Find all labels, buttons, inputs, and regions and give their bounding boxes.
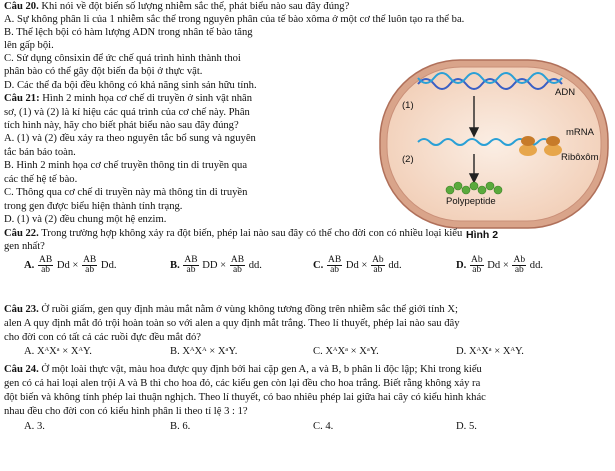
q22-a-frac1 xyxy=(38,256,53,275)
q22-b-num1: AB xyxy=(184,255,198,265)
q22-d-num2: Ab xyxy=(513,255,526,265)
q22-c-gene1: Dd × xyxy=(345,259,368,271)
q21-stem-line1 xyxy=(4,93,252,106)
label-ribosome: Ribôxôm xyxy=(561,152,599,163)
q21-stem-text: Hình 2 minh họa cơ chế di truyền ở sinh vật nhân xyxy=(42,93,253,104)
q20-stem-text: Khi nói về đột biến số lượng nhiễm sắc thể, phát biểu nào sau đây đúng? xyxy=(41,1,350,12)
figure-prokaryote-gene-expression xyxy=(378,58,610,234)
q21-option-b-line2: các thế hệ tế bào. xyxy=(4,174,78,185)
q22-b-den2: ab xyxy=(232,265,242,275)
q23-stem-line2: alen A quy định mắt đỏ trội hoàn toàn so với alen a quy định mắt trắng. Theo lí thuyết, phép lai nào sau đây xyxy=(4,318,460,329)
q21-title: Câu 21: xyxy=(4,93,40,104)
q22-b-num2: AB xyxy=(230,255,245,265)
q22-a-num2: AB xyxy=(83,255,97,265)
q23-title: Câu 23. xyxy=(4,304,39,315)
label-mrna: mRNA xyxy=(566,127,594,138)
q22-option-d xyxy=(456,256,543,275)
q22-d-gene2: dd. xyxy=(529,259,544,271)
q22-c-gene2: dd. xyxy=(388,259,402,271)
q22-c-den2: ab xyxy=(373,265,383,275)
q22-a-frac2 xyxy=(82,256,97,275)
q22-d-label: D. xyxy=(456,259,467,271)
q22-c-den1: ab xyxy=(330,265,340,275)
q22-b-gene2: dd. xyxy=(248,259,262,271)
q22-c-num1: AB xyxy=(327,255,342,265)
q22-b-den1: ab xyxy=(186,265,196,275)
q21-option-a-line2: tắc bán bảo toàn. xyxy=(4,147,76,158)
q24-stem-line2: gen có cả hai loại alen trội A và B thì cho hoa đỏ, các kiểu gen còn lại đều cho hoa trắng. Biết rằng không xảy ra xyxy=(4,378,481,389)
q22-option-c xyxy=(313,256,402,275)
q24-stem-text: Ở một loài thực vật, màu hoa được quy định bởi hai cặp gen A, a và B, b phân li độc lập; Khi trong kiểu xyxy=(41,364,482,375)
q22-a-gene2: Dd. xyxy=(100,259,117,271)
q22-b-frac1 xyxy=(183,256,198,275)
q22-d-frac1 xyxy=(470,256,484,275)
q22-c-frac2 xyxy=(371,256,385,275)
q22-stem-text: Trong trường hợp không xảy ra đột biến, phép lai nào sau đây có thể cho đời con có nhiều loại kiểu xyxy=(41,228,463,239)
q21-stem-line3: tích hình này, hãy cho biết phát biểu nào sau đây đúng? xyxy=(4,120,239,131)
q22-stem-line2: gen nhất? xyxy=(4,241,45,252)
q23-stem-line1 xyxy=(4,304,458,317)
q20-option-b-line2: lên gấp bội. xyxy=(4,40,54,51)
q20-option-c-line2: phân bào có thể gây đột biến đa bội ở thực vật. xyxy=(4,66,203,77)
figure-caption: Hình 2 xyxy=(466,229,499,241)
label-step-1: (1) xyxy=(402,100,414,111)
q20-option-a: A. Sự không phân li của 1 nhiễm sắc thể trong nguyên phân của tế bào xôma ở một cơ thể luôn tạo ra thể ba. xyxy=(4,14,465,25)
q24-stem-line4: nhau đều cho đời con có kiểu hình phân li theo tỉ lệ 3 : 1? xyxy=(4,406,248,417)
q21-option-c-line2: trong gen được biểu hiện thành tính trạng. xyxy=(4,201,183,212)
q20-option-c-line1: C. Sử dụng cônsixin để ức chế quá trình hình thành thoi xyxy=(4,53,241,64)
q22-b-label: B. xyxy=(170,259,180,271)
q23-option-d: D. XᴬXᵃ × XᴬY. xyxy=(456,346,524,357)
q22-a-gene1: Dd × xyxy=(56,259,79,271)
q22-a-label: A. xyxy=(24,259,35,271)
q22-d-den1: ab xyxy=(472,265,482,275)
q23-option-b: B. XᴬXᴬ × XᵃY. xyxy=(170,346,238,357)
q22-a-num1: AB xyxy=(38,255,53,265)
q24-option-d: D. 5. xyxy=(456,421,477,432)
q22-a-den2: ab xyxy=(85,265,95,275)
q21-option-c-line1: C. Thông qua cơ chế di truyền này mà thông tin di truyền xyxy=(4,187,248,198)
q22-c-label: C. xyxy=(313,259,324,271)
q21-option-b-line1: B. Hình 2 minh họa cơ chế truyền thông tin di truyền qua xyxy=(4,160,248,171)
q22-option-a xyxy=(24,256,117,275)
q22-d-frac2 xyxy=(512,256,526,275)
q22-option-b xyxy=(170,256,262,275)
q24-stem-line1 xyxy=(4,364,482,377)
q22-a-den1: ab xyxy=(41,265,51,275)
q22-title: Câu 22. xyxy=(4,228,39,239)
q24-stem-line3: đột biến và không tính phép lai thuận nghịch. Theo lí thuyết, có bao nhiêu phép lai giữa hai cây có kiểu hình khác xyxy=(4,392,486,403)
q24-option-a: A. 3. xyxy=(24,421,45,432)
q23-stem-text: Ở ruồi giấm, gen quy định màu mắt nằm ở vùng không tương đồng trên nhiễm sắc thể giới tính X; xyxy=(41,304,458,315)
q22-c-frac1 xyxy=(327,256,342,275)
q24-option-c: C. 4. xyxy=(313,421,334,432)
q22-stem-line1 xyxy=(4,228,462,241)
q22-c-num2: Ab xyxy=(372,255,384,265)
q22-b-frac2 xyxy=(230,256,245,275)
q23-option-c: C. XᴬXᵃ × XᵃY. xyxy=(313,346,379,357)
q22-d-num1: Ab xyxy=(470,255,483,265)
label-polypeptide: Polypeptide xyxy=(446,196,496,207)
q22-d-den2: ab xyxy=(514,265,524,275)
q21-stem-line2: sơ, (1) và (2) là kí hiệu các quá trình của cơ chế này. Phân xyxy=(4,107,250,118)
q22-d-gene1: Dd × xyxy=(487,259,509,271)
q21-option-a-line1: A. (1) và (2) đều xảy ra theo nguyên tắc bổ sung và nguyên xyxy=(4,133,256,144)
label-dna: ADN xyxy=(555,87,576,98)
q20-option-b-line1: B. Thể lệch bội có hàm lượng ADN trong nhân tế bào tăng xyxy=(4,27,253,38)
q24-title: Câu 24. xyxy=(4,364,39,375)
q23-option-a: A. XᴬXᵃ × XᴬY. xyxy=(24,346,92,357)
q20-option-d: D. Các thể đa bội đều không có khả năng sinh sản hữu tính. xyxy=(4,80,257,91)
q20-stem xyxy=(4,1,349,14)
label-step-2: (2) xyxy=(402,154,414,165)
q24-option-b: B. 6. xyxy=(170,421,191,432)
q23-stem-line3: cho đời con có tất cả các ruồi đực đều mắt đỏ? xyxy=(4,332,201,343)
q20-title: Câu 20. xyxy=(4,1,39,12)
q22-b-gene1: DD × xyxy=(202,259,227,271)
q21-option-d: D. (1) và (2) đều chung một hệ enzim. xyxy=(4,214,167,225)
